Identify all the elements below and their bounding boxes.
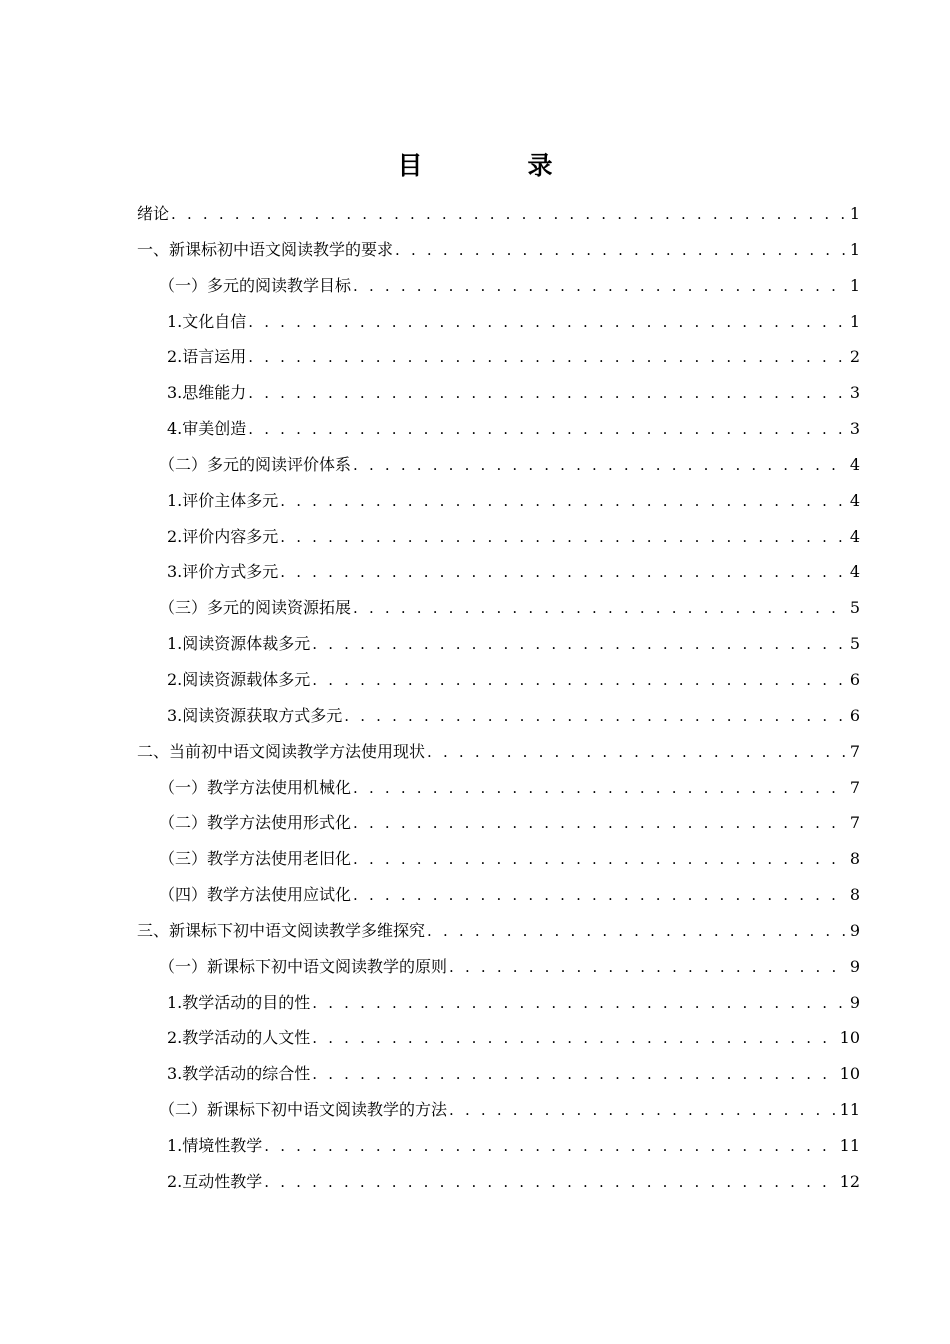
toc-entry-page-number: 6 — [849, 705, 860, 725]
toc-entry-label: 2.评价内容多元 — [167, 526, 279, 546]
toc-entry-label: 三、新课标下初中语文阅读教学多维探究 — [137, 920, 426, 940]
toc-entry-label: 3.思维能力 — [167, 383, 247, 403]
dot-leader — [449, 1093, 838, 1129]
toc-entry-label: （一）教学方法使用机械化 — [159, 777, 352, 797]
toc-entry-label: 2.教学活动的人文性 — [167, 1028, 311, 1048]
dot-leader — [449, 950, 848, 986]
dot-leader — [280, 555, 848, 591]
toc-entry-page-number: 9 — [849, 956, 860, 976]
toc-entry-page-number: 1 — [849, 275, 860, 295]
toc-entry[interactable] — [137, 698, 860, 734]
toc-entry[interactable] — [137, 196, 860, 232]
dot-leader — [353, 842, 848, 878]
toc-entry[interactable] — [137, 913, 860, 949]
toc-entry-page-number: 7 — [849, 741, 860, 761]
toc-entry[interactable] — [137, 411, 860, 447]
dot-leader — [248, 305, 848, 341]
toc-entry-label: 1.阅读资源体裁多元 — [167, 634, 311, 654]
dot-leader — [312, 1021, 837, 1057]
toc-entry[interactable] — [137, 447, 860, 483]
toc-entry-page-number: 5 — [849, 598, 860, 618]
dot-leader — [312, 986, 848, 1022]
toc-entry-label: （一）多元的阅读教学目标 — [159, 275, 352, 295]
toc-entry-page-number: 7 — [849, 777, 860, 797]
toc-entry-label: （二）教学方法使用形式化 — [159, 813, 352, 833]
toc-entry[interactable] — [137, 841, 860, 877]
toc-entry-page-number: 12 — [839, 1171, 860, 1191]
toc-entry[interactable] — [137, 1128, 860, 1164]
dot-leader — [248, 376, 848, 412]
table-of-contents — [137, 196, 860, 1200]
toc-entry-label: （二）多元的阅读评价体系 — [159, 454, 352, 474]
toc-entry-page-number: 2 — [849, 347, 860, 367]
toc-entry[interactable] — [137, 805, 860, 841]
toc-entry[interactable] — [137, 483, 860, 519]
dot-leader — [264, 1165, 837, 1201]
toc-entry[interactable] — [137, 1056, 860, 1092]
toc-entry-label: 1.评价主体多元 — [167, 490, 279, 510]
toc-entry[interactable] — [137, 1020, 860, 1056]
toc-entry[interactable] — [137, 554, 860, 590]
toc-entry-label: 3.评价方式多元 — [167, 562, 279, 582]
toc-entry[interactable] — [137, 662, 860, 698]
dot-leader — [353, 591, 848, 627]
dot-leader — [312, 1057, 837, 1093]
toc-entry-page-number: 10 — [839, 1064, 860, 1084]
toc-entry-label: 一、新课标初中语文阅读教学的要求 — [137, 239, 394, 259]
toc-entry-page-number: 4 — [849, 526, 860, 546]
toc-entry-label: 3.教学活动的综合性 — [167, 1064, 311, 1084]
toc-entry-page-number: 11 — [839, 1100, 860, 1120]
toc-entry[interactable] — [137, 626, 860, 662]
dot-leader — [280, 484, 848, 520]
page-title: 目 录 — [397, 151, 593, 180]
toc-entry[interactable] — [137, 985, 860, 1021]
toc-entry-label: （三）多元的阅读资源拓展 — [159, 598, 352, 618]
dot-leader — [248, 412, 848, 448]
dot-leader — [344, 699, 848, 735]
toc-entry-page-number: 1 — [849, 311, 860, 331]
dot-leader — [312, 627, 848, 663]
toc-entry-page-number: 8 — [849, 885, 860, 905]
dot-leader — [353, 878, 848, 914]
toc-entry-label: （一）新课标下初中语文阅读教学的原则 — [159, 956, 448, 976]
dot-leader — [312, 663, 848, 699]
dot-leader — [353, 806, 848, 842]
toc-entry-page-number: 8 — [849, 849, 860, 869]
dot-leader — [353, 771, 848, 807]
toc-entry[interactable] — [137, 770, 860, 806]
dot-leader — [427, 735, 848, 771]
dot-leader — [280, 520, 848, 556]
dot-leader — [264, 1129, 837, 1165]
toc-entry-page-number: 4 — [849, 490, 860, 510]
toc-entry[interactable] — [137, 519, 860, 555]
toc-entry-label: 2.阅读资源载体多元 — [167, 669, 311, 689]
dot-leader — [353, 269, 848, 305]
toc-entry-label: （三）教学方法使用老旧化 — [159, 849, 352, 869]
toc-entry-page-number: 9 — [849, 920, 860, 940]
dot-leader — [427, 914, 848, 950]
toc-entry[interactable] — [137, 949, 860, 985]
toc-entry-label: （四）教学方法使用应试化 — [159, 885, 352, 905]
toc-entry-page-number: 4 — [849, 562, 860, 582]
toc-entry-page-number: 10 — [839, 1028, 860, 1048]
toc-entry-label: 2.语言运用 — [167, 347, 247, 367]
toc-entry[interactable] — [137, 1164, 860, 1200]
toc-entry-label: 2.互动性教学 — [167, 1171, 263, 1191]
toc-entry[interactable] — [137, 375, 860, 411]
toc-entry-page-number: 1 — [849, 204, 860, 223]
toc-entry-page-number: 5 — [849, 634, 860, 654]
dot-leader — [248, 340, 848, 376]
toc-entry[interactable] — [137, 339, 860, 375]
toc-entry-label: 1.情境性教学 — [167, 1135, 263, 1155]
toc-entry-label: 绪论 — [137, 204, 170, 223]
dot-leader — [395, 233, 848, 269]
toc-entry-page-number: 9 — [849, 992, 860, 1012]
toc-entry-page-number: 1 — [849, 239, 860, 259]
toc-entry-page-number: 6 — [849, 669, 860, 689]
dot-leader — [353, 448, 848, 484]
toc-entry[interactable] — [137, 734, 860, 770]
toc-entry-page-number: 3 — [849, 383, 860, 403]
toc-entry-page-number: 3 — [849, 419, 860, 439]
toc-entry-label: 二、当前初中语文阅读教学方法使用现状 — [137, 741, 426, 761]
toc-entry-page-number: 4 — [849, 454, 860, 474]
toc-entry-label: 4.审美创造 — [167, 419, 247, 439]
toc-entry[interactable] — [137, 232, 860, 268]
toc-entry-label: 3.阅读资源获取方式多元 — [167, 705, 343, 725]
toc-entry-label: 1.教学活动的目的性 — [167, 992, 311, 1012]
toc-entry-page-number: 11 — [839, 1135, 860, 1155]
toc-entry-label: （二）新课标下初中语文阅读教学的方法 — [159, 1100, 448, 1120]
toc-entry[interactable] — [137, 1092, 860, 1128]
toc-entry[interactable] — [137, 590, 860, 626]
toc-entry[interactable] — [137, 268, 860, 304]
toc-entry-page-number: 7 — [849, 813, 860, 833]
dot-leader — [171, 197, 848, 233]
toc-entry[interactable] — [137, 877, 860, 913]
toc-entry[interactable] — [137, 304, 860, 340]
toc-entry-label: 1.文化自信 — [167, 311, 247, 331]
